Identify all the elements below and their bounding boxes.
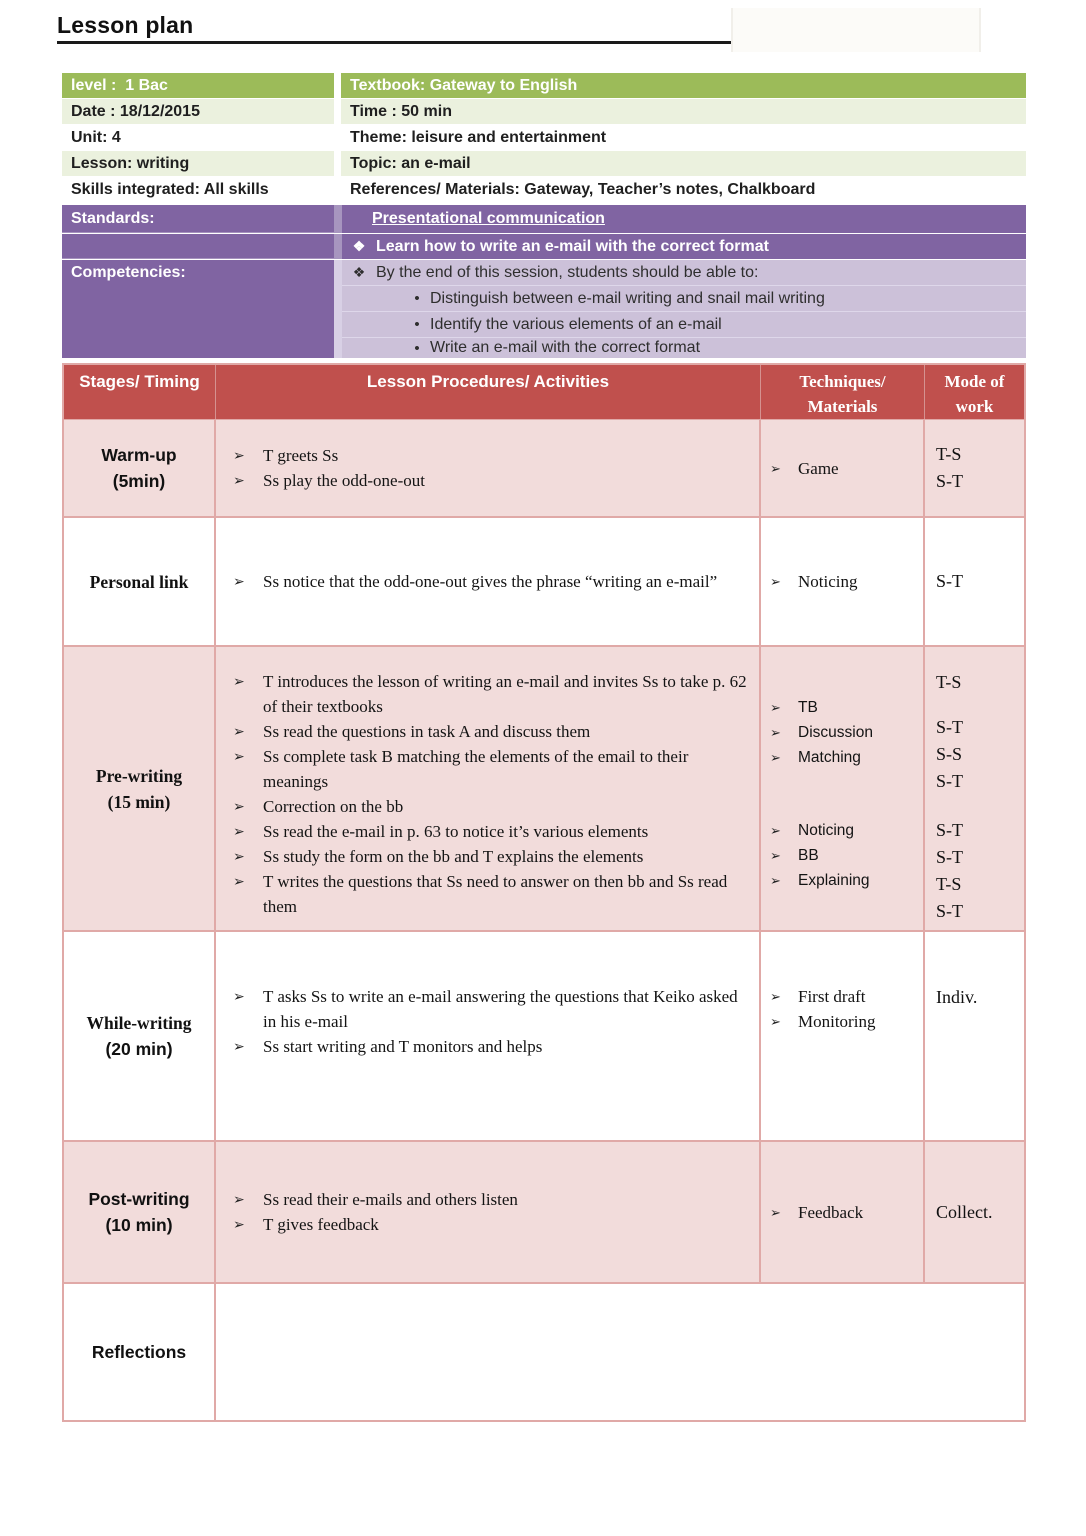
row-post-writing (64, 1142, 1024, 1284)
competencies-row-intro (62, 259, 1026, 285)
competencies-intro-cell (342, 260, 1026, 285)
procedures-warm-up (216, 420, 761, 516)
competency-bullet-cell (342, 311, 1026, 337)
mode-pre-writing (925, 647, 1024, 930)
dot-bullet-icon: • (414, 316, 420, 333)
arrow-bullet-icon: ➢ (770, 750, 781, 765)
arrow-bullet-icon: ➢ (770, 1204, 781, 1220)
header-line: Lesson Procedures/ Activities (366, 372, 610, 391)
arrow-bullet-icon: ➢ (770, 574, 781, 589)
technique-text: Explaining (798, 872, 870, 889)
stage-label-post-writing (64, 1142, 216, 1282)
procedure-text: Correction on the bb (263, 797, 404, 816)
standards-label-empty (62, 234, 334, 259)
arrow-bullet-icon: ➢ (233, 1216, 245, 1232)
mode-while-writing (925, 932, 1024, 1140)
mode-item: S-T (936, 717, 963, 737)
procedure-item (233, 984, 751, 1034)
competencies-label: Competencies: (62, 260, 334, 285)
competencies-bullet-row (62, 311, 1026, 337)
lesson-table (62, 363, 1026, 1422)
reflections-empty-cell (216, 1284, 1024, 1420)
procedure-text: Ss play the odd-one-out (263, 471, 425, 490)
procedure-item (233, 669, 751, 719)
row-reflections (64, 1284, 1024, 1420)
competencies-label-empty (62, 311, 334, 337)
standards-title: Presentational communication (372, 210, 605, 227)
competency-bullet-text: Distinguish between e-mail writing and snail mail writing (430, 289, 825, 307)
header-line: Stages/ Timing (79, 372, 200, 391)
stage-line: Post-writing (88, 1189, 190, 1209)
arrow-bullet-icon: ➢ (233, 1191, 245, 1207)
technique-text: Noticing (798, 572, 858, 591)
procedure-item (233, 443, 751, 468)
technique-item (770, 720, 923, 745)
procedure-item (233, 844, 751, 869)
info-cell-unit: Unit: 4 (62, 125, 334, 150)
standards-section (62, 205, 1026, 358)
technique-text: Monitoring (798, 1012, 876, 1031)
procedure-item (233, 1187, 751, 1212)
procedure-text: Ss read the e-mail in p. 63 to notice it’s various elements (263, 822, 649, 841)
mode-post-writing (925, 1142, 1024, 1282)
info-cell-date: Date : 18/12/2015 (62, 99, 334, 124)
mode-item: S-T (936, 901, 963, 921)
procedure-item (233, 819, 751, 844)
technique-item (770, 868, 923, 893)
arrow-bullet-icon: ➢ (233, 723, 245, 739)
stage-line: (10 min) (105, 1215, 173, 1235)
page-title: Lesson plan (57, 12, 194, 38)
techniques-warm-up (761, 420, 925, 516)
technique-item (770, 695, 923, 720)
procedure-text: T introduces the lesson of writing an e-mail and invites Ss to take p. 62 of their textbooks (263, 672, 747, 716)
competencies-label-empty (62, 337, 334, 358)
standards-row-item (62, 233, 1026, 259)
competencies-bullet-row (62, 337, 1026, 358)
competencies-intro-text: By the end of this session, students should be able to: (376, 263, 759, 281)
techniques-while-writing (761, 932, 925, 1140)
mode-item: T-S (936, 874, 962, 894)
arrow-bullet-icon: ➢ (770, 725, 781, 740)
procedures-while-writing (216, 932, 761, 1140)
arrow-bullet-icon: ➢ (233, 798, 245, 814)
mode-item: S-T (936, 771, 963, 791)
technique-text: First draft (798, 987, 866, 1006)
blank-corner-box (731, 8, 981, 52)
technique-item (770, 1009, 923, 1034)
column-gap (334, 311, 342, 337)
stage-line: Personal link (89, 571, 189, 592)
arrow-bullet-icon: ➢ (770, 700, 781, 715)
procedures-post-writing (216, 1142, 761, 1282)
procedure-text: T asks Ss to write an e-mail answering the questions that Keiko asked in his e-mail (263, 987, 738, 1031)
info-cell-level: level : 1 Bac (62, 73, 334, 98)
technique-text: TB (798, 699, 818, 716)
arrow-bullet-icon: ➢ (233, 673, 245, 689)
competencies-label-empty (62, 285, 334, 311)
procedure-text: Ss complete task B matching the elements of the email to their meanings (263, 747, 689, 791)
standards-label: Standards: (62, 205, 334, 233)
info-cell-time: Time : 50 min (341, 99, 1026, 124)
competency-bullet-text: Identify the various elements of an e-mail (430, 315, 722, 333)
stage-line: Warm-up (101, 445, 177, 465)
arrow-bullet-icon: ➢ (770, 1014, 781, 1029)
procedure-text: Ss read their e-mails and others listen (263, 1190, 518, 1209)
info-table (62, 73, 1026, 203)
procedure-item (233, 744, 751, 794)
mode-item: Collect. (936, 1201, 993, 1222)
info-cell-lesson: Lesson: writing (62, 151, 334, 176)
procedure-text: T gives feedback (263, 1215, 379, 1234)
stage-label-reflections (64, 1284, 216, 1420)
row-personal-link (64, 518, 1024, 647)
procedure-text: T writes the questions that Ss need to answer on then bb and Ss read them (263, 872, 728, 916)
dot-bullet-icon: • (414, 290, 420, 307)
info-row-level (62, 73, 1026, 98)
arrow-bullet-icon: ➢ (233, 447, 245, 463)
mode-item: Indiv. (936, 987, 978, 1007)
row-while-writing (64, 932, 1024, 1142)
info-row-skills (62, 177, 1026, 202)
info-cell-references: References/ Materials: Gateway, Teacher’s notes, Chalkboard (341, 177, 1026, 202)
procedure-item (233, 719, 751, 744)
info-row-date (62, 99, 1026, 124)
technique-item (770, 745, 923, 770)
header-mode-of-work (925, 365, 1024, 419)
spacer (936, 696, 1024, 714)
spacer (770, 770, 923, 818)
header-techniques-materials (761, 365, 925, 419)
competency-bullet-text: Write an e-mail with the correct format (430, 339, 701, 356)
row-pre-writing (64, 647, 1024, 932)
standards-title-cell (342, 205, 1026, 233)
stage-line: (5min) (112, 471, 166, 491)
dot-bullet-icon: • (414, 339, 420, 357)
arrow-bullet-icon: ➢ (233, 823, 245, 839)
arrow-bullet-icon: ➢ (233, 848, 245, 864)
mode-item: S-T (936, 571, 963, 591)
procedure-item (233, 869, 751, 919)
competency-bullet-cell (342, 337, 1026, 358)
procedure-text: Ss notice that the odd-one-out gives the phrase “writing an e-mail” (263, 572, 718, 591)
arrow-bullet-icon: ➢ (770, 460, 781, 476)
technique-item (770, 456, 923, 481)
header-stages-timing (64, 365, 216, 419)
arrow-bullet-icon: ➢ (770, 989, 781, 1004)
standards-item-cell (342, 234, 1026, 259)
procedure-text: T greets Ss (263, 446, 339, 465)
technique-text: Feedback (798, 1202, 864, 1222)
procedure-item (233, 468, 751, 493)
techniques-post-writing (761, 1142, 925, 1282)
header-line: work (955, 397, 994, 416)
row-warm-up (64, 420, 1024, 518)
column-gap (334, 205, 342, 233)
technique-text: Discussion (798, 724, 873, 741)
stage-line: Reflections (91, 1342, 187, 1362)
procedure-item (233, 1212, 751, 1237)
standards-item-text: Learn how to write an e-mail with the correct format (376, 237, 769, 255)
technique-text: Noticing (798, 822, 854, 839)
technique-text: BB (798, 847, 819, 864)
info-row-unit (62, 125, 1026, 150)
mode-item: T-S (936, 444, 962, 464)
diamond-bullet-icon: ❖ (352, 238, 366, 254)
technique-item (770, 984, 923, 1009)
procedure-item (233, 1034, 751, 1059)
procedure-text: Ss start writing and T monitors and helps (263, 1037, 543, 1056)
mode-item: S-T (936, 847, 963, 867)
column-gap (334, 337, 342, 358)
mode-item: S-S (936, 744, 963, 764)
stage-line: Pre-writing (95, 765, 183, 786)
stage-label-warm-up (64, 420, 216, 516)
arrow-bullet-icon: ➢ (770, 848, 781, 863)
column-gap (334, 285, 342, 311)
info-cell-theme: Theme: leisure and entertainment (341, 125, 1026, 150)
technique-text: Game (798, 458, 839, 478)
header-line: Materials (807, 397, 878, 416)
arrow-bullet-icon: ➢ (233, 472, 245, 488)
techniques-pre-writing (761, 647, 925, 930)
diamond-bullet-icon: ❖ (352, 264, 366, 280)
header-line: Mode of (944, 372, 1005, 391)
mode-item: S-T (936, 471, 963, 491)
competency-bullet-cell (342, 285, 1026, 311)
procedures-personal-link (216, 518, 761, 645)
arrow-bullet-icon: ➢ (770, 823, 781, 838)
info-cell-topic: Topic: an e-mail (341, 151, 1026, 176)
procedure-item (233, 569, 751, 594)
arrow-bullet-icon: ➢ (233, 1038, 245, 1054)
mode-item: T-S (936, 672, 962, 692)
technique-text: Matching (798, 749, 861, 766)
lesson-table-header (64, 365, 1024, 420)
technique-item (770, 569, 923, 594)
mode-warm-up (925, 420, 1024, 516)
spacer (936, 795, 1024, 817)
stage-label-while-writing (64, 932, 216, 1140)
technique-item (770, 1200, 923, 1225)
procedure-text: Ss study the form on the bb and T explains the elements (263, 847, 644, 866)
arrow-bullet-icon: ➢ (770, 873, 781, 888)
info-cell-textbook: Textbook: Gateway to English (341, 73, 1026, 98)
info-row-lesson (62, 151, 1026, 176)
arrow-bullet-icon: ➢ (233, 988, 245, 1004)
standards-row-title (62, 205, 1026, 233)
technique-item (770, 818, 923, 843)
arrow-bullet-icon: ➢ (233, 873, 245, 889)
stage-line: (15 min) (107, 791, 171, 812)
stage-line: (20 min) (105, 1039, 173, 1059)
procedure-text: Ss read the questions in task A and discuss them (263, 722, 591, 741)
arrow-bullet-icon: ➢ (233, 573, 245, 589)
header-procedures (216, 365, 761, 419)
procedures-pre-writing (216, 647, 761, 930)
title-underline (57, 12, 733, 44)
column-gap (334, 260, 342, 285)
techniques-personal-link (761, 518, 925, 645)
procedure-item (233, 794, 751, 819)
technique-item (770, 843, 923, 868)
stage-line: While-writing (86, 1013, 192, 1033)
competencies-bullet-row (62, 285, 1026, 311)
arrow-bullet-icon: ➢ (233, 748, 245, 764)
info-cell-skills: Skills integrated: All skills (62, 177, 334, 202)
mode-item: S-T (936, 820, 963, 840)
stage-label-personal-link (64, 518, 216, 645)
header-line: Techniques/ (799, 372, 886, 391)
column-gap (334, 234, 342, 259)
mode-personal-link (925, 518, 1024, 645)
stage-label-pre-writing (64, 647, 216, 930)
